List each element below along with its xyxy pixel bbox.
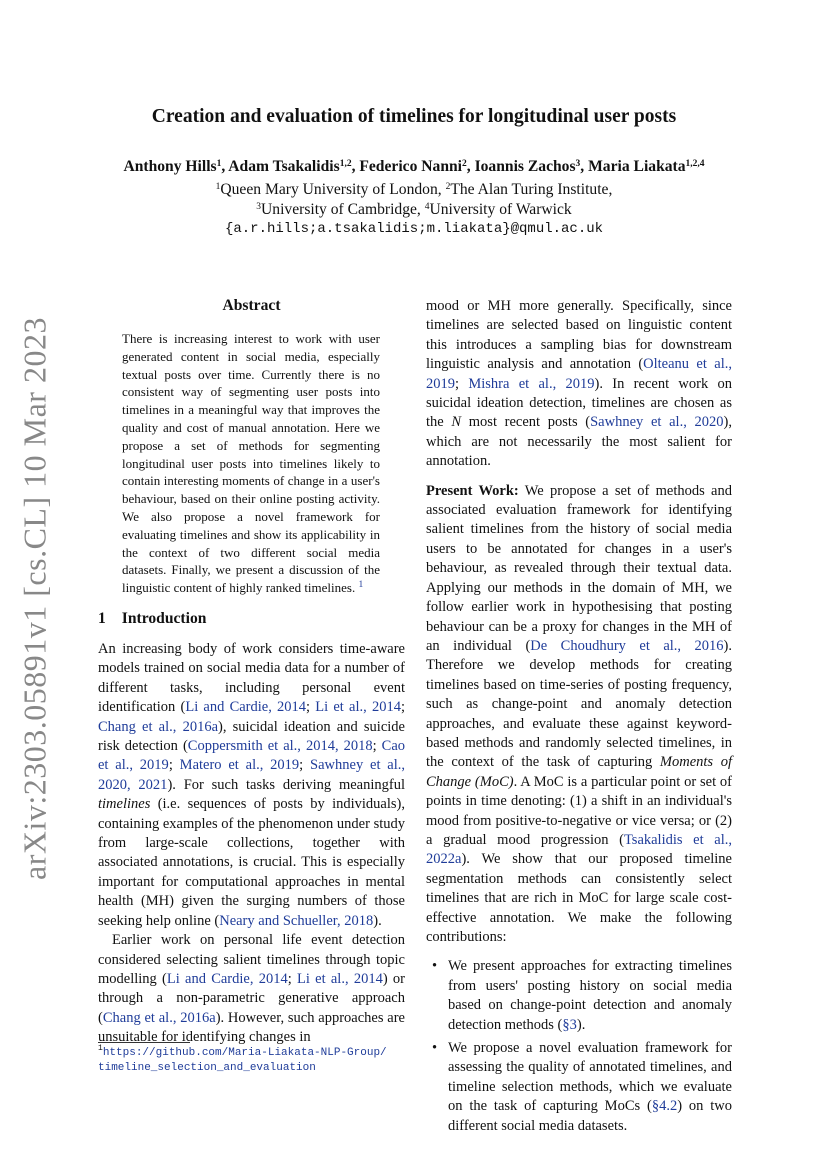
affiliation-mark: 1,2 [339, 159, 352, 169]
affiliation-line-1: $^1$Queen Mary University of London, $^2$The Alan Turing Institute, [215, 181, 613, 198]
section-title: Introduction [121, 610, 207, 627]
emphasis: Moments of Change (MoC) [426, 754, 732, 790]
paragraph: Earlier work on personal life event detection considered selecting salient timelines through topic modelling (Li and Cardie, 2014; Li et al., 2014) or through a non-parametric generative approach (Chang et al., 2016a). However, such approaches are unsuitable for identifying changes in [98, 932, 405, 1046]
affiliation: Queen Mary University of London, [220, 181, 442, 198]
paragraph: Present Work: We propose a set of methods and associated evaluation framework for identifying salient timelines from the history of social media users to be annotated for changes in a user's behaviour, as revealed through their textual data. Applying our methods in the domain of MH, we follow earlier work in hypothesising that posting behaviour can be a proxy for changes in the MH of an individual (De Choudhury et al., 2016). Therefore we develop methods for creating timelines based on time-series of posting frequency, such as change-point and anomaly detection approaches, and evaluate these against keyword-based methods and randomly selected timelines, in the context of the task of capturing Moments of Change (MoC). A MoC is a particular point or set of points in time denoting: (1) a shift in an individual's mood from positive-to-negative or vice versa; or (2) a gradual mood progression (Tsakalidis et al., 2022a). We show that our proposed timeline segmentation methods can consistently select timelines that are rich in MoC for large scale cost-effective annotation. We make the following contributions: [426, 482, 733, 945]
footnote-rule [98, 1042, 190, 1043]
paper-title: Creation and evaluation of timelines for longitudinal user posts [151, 106, 677, 127]
citation-link[interactable]: Olteanu et al., 2019 [426, 356, 732, 392]
citation-link[interactable]: Cao et al., 2019 [98, 738, 406, 774]
right-column-body [426, 297, 732, 1140]
introduction-body [98, 640, 405, 1048]
section-number: 1 [98, 610, 106, 627]
math-variable: N [451, 414, 462, 431]
section-link[interactable]: §4.2 [651, 1098, 678, 1115]
citation-link[interactable]: Chang et al., 2016a [98, 718, 219, 735]
list-item: • We present approaches for extracting timelines from users' posting history on social media based on change-point detection and anomaly detection methods (§3). [426, 957, 732, 1035]
paragraph-lead: Present Work: [426, 482, 519, 499]
citation-link[interactable]: Li and Cardie, 2014 [185, 699, 307, 716]
citation-link[interactable]: Coppersmith et al., 2014, 2018 [187, 738, 373, 755]
author-name: Adam Tsakalidis [228, 158, 340, 175]
contributions-list [426, 957, 732, 1136]
author-name: Ioannis Zachos [474, 158, 576, 175]
affiliation-mark: 3 [575, 159, 581, 169]
arxiv-sidebar-stamp: arXiv:2303.05891v1 [cs.CL] 10 Mar 2023 [16, 317, 53, 880]
affiliation: The Alan Turing Institute, [450, 181, 613, 198]
affiliation-mark: 1 [216, 159, 222, 169]
affiliation-line-2: $^3$University of Cambridge, $^4$University of Warwick [256, 201, 572, 218]
citation-link[interactable]: Matero et al., 2019 [179, 757, 300, 774]
citation-link[interactable]: Sawhney et al., 2020, 2021 [98, 757, 405, 793]
citation-link[interactable]: Mishra et al., 2019 [468, 375, 595, 392]
author-name: Maria Liakata [588, 158, 686, 175]
footnote-url[interactable]: https://github.com/Maria-Liakata-NLP-Group/ [102, 1047, 387, 1059]
footnote-url-continued[interactable]: timeline_selection_and_evaluation [98, 1062, 316, 1074]
citation-link[interactable]: Chang et al., 2016a [102, 1009, 216, 1026]
section-heading-introduction [98, 610, 222, 628]
paragraph: mood or MH more generally. Specifically, since timelines are selected based on linguistic content this introduces a sampling bias for downstream linguistic analysis and annotation (Olteanu et al., 2019; Mishra et al., 2019). In recent work on suicidal ideation detection, timelines are chosen as the N most recent posts (Sawhney et al., 2020), which are not necessarily the most salient for annotation. [426, 298, 733, 470]
abstract-body: There is increasing interest to work with user generated content in social media, especially textual posts over time. Currently there is no consistent way of segmenting user posts into timelines in a meaningful way that improves the quality and cost of manual annotation. Here we propose a set of methods for segmenting longitudinal user posts into timelines likely to contain interesting moments of change in a user's behaviour, based on their online posting activity. We also propose a novel framework for evaluating timelines and show its applicability in the context of two different social media datasets. Finally, we present a discussion of the linguistic content of highly ranked timelines. [122, 331, 380, 596]
footnote-link[interactable]: 1 [358, 580, 364, 591]
abstract-heading: Abstract [222, 297, 281, 314]
section-link[interactable]: §3 [562, 1016, 577, 1033]
affiliation: University of Warwick [429, 201, 572, 218]
list-item: • We propose a novel evaluation framework for assessing the quality of annotated timelines, and timeline selection methods, which we evaluate on the task of capturing MoCs (§4.2) on two different social media datasets. [426, 1039, 732, 1136]
citation-link[interactable]: Li and Cardie, 2014 [166, 970, 288, 987]
author-list: Anthony Hills$^1$, Adam Tsakalidis$^{1,2}$, Federico Nanni$^2$, Ioannis Zachos$^3$, Maria Liakata$^{1,2,4}$ [123, 158, 705, 175]
affiliation: University of Cambridge, [261, 201, 421, 218]
footnote [98, 1046, 418, 1076]
citation-link[interactable]: Li et al., 2014 [315, 699, 401, 716]
affiliation-mark: 2 [462, 159, 467, 169]
author-name: Federico Nanni [359, 158, 463, 175]
citation-link[interactable]: De Choudhury et al., 2016 [530, 637, 724, 654]
citation-link[interactable]: Neary and Schueller, 2018 [219, 912, 374, 929]
abstract-text [122, 330, 380, 597]
emphasis: timelines [98, 796, 151, 813]
author-email: {a.r.hills;a.tsakalidis;m.liakata}@qmul.ac.uk [224, 221, 604, 237]
affiliation-mark: 1,2,4 [685, 159, 705, 169]
footnote-mark: 1 [98, 1044, 103, 1053]
citation-link[interactable]: Tsakalidis et al., 2022a [426, 831, 732, 868]
citation-link[interactable]: Sawhney et al., 2020 [590, 414, 724, 431]
citation-link[interactable]: Li et al., 2014 [297, 970, 383, 987]
paragraph: An increasing body of work considers time-aware models trained on social media data for a number of different tasks, including personal event identification (Li and Cardie, 2014; Li et al., 2014; Chang et al., 2016a), suicidal ideation and suicide risk detection (Coppersmith et al., 2014, 2018; Cao et al., 2019; Matero et al., 2019; Sawhney et al., 2020, 2021). For such tasks deriving meaningful timelines (i.e. sequences of posts by individuals), containing examples of the phenomenon under study from large-scale collections, together with associated annotations, is crucial. This is especially important for computational approaches in mental health (MH) given the surging numbers of those seeking help online (Neary and Schueller, 2018). [98, 641, 406, 929]
author-name: Anthony Hills [123, 158, 217, 175]
